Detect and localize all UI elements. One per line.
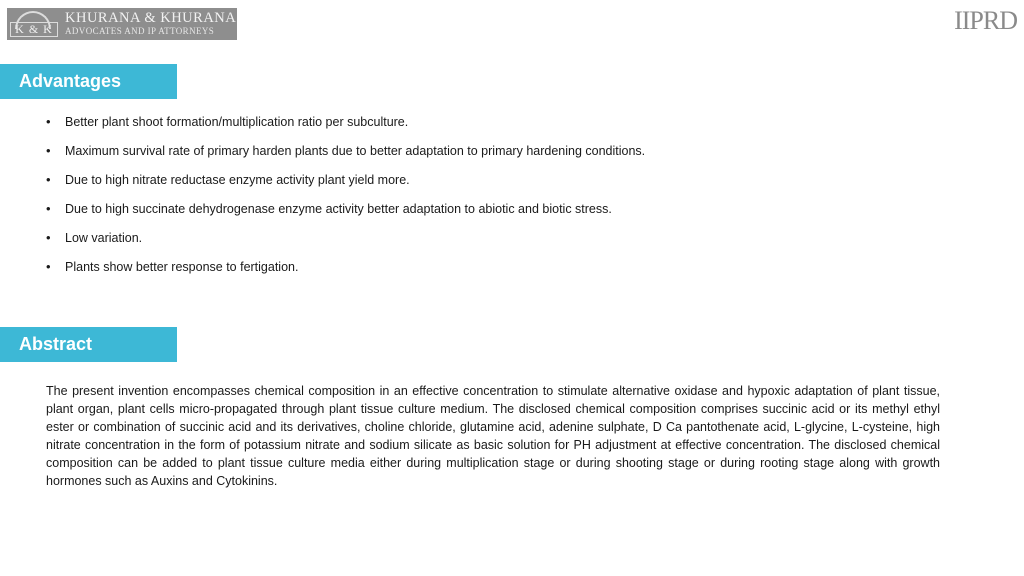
iiprd-logo: IIPRD <box>954 6 1017 35</box>
bullet-icon: • <box>46 143 51 158</box>
list-item: • Better plant shoot formation/multiplication ratio per subculture. <box>46 114 409 129</box>
list-item: • Plants show better response to fertigation. <box>46 259 299 274</box>
bullet-icon: • <box>46 172 51 187</box>
list-item: • Due to high nitrate reductase enzyme activity plant yield more. <box>46 172 410 187</box>
list-item: • Low variation. <box>46 230 143 245</box>
kk-logo-icon: K & K <box>9 9 59 39</box>
bullet-icon: • <box>46 114 51 129</box>
list-item: • Maximum survival rate of primary harden plants due to better adaptation to primary hardening conditions. <box>46 143 646 158</box>
advantages-heading: Advantages <box>0 64 177 99</box>
bullet-icon: • <box>46 259 51 274</box>
logo-firm-subtitle: ADVOCATES AND IP ATTORNEYS <box>65 26 215 36</box>
bullet-icon: • <box>46 201 51 216</box>
abstract-heading: Abstract <box>0 327 177 362</box>
bullet-icon: • <box>46 230 51 245</box>
advantages-list <box>44 114 944 288</box>
abstract-text: The present invention encompasses chemical composition in an effective concentration to stimulate alternative oxidase and hypoxic adaptation of plant tissue, plant organ, plant cells micro-propagated through plant tissue culture medium. The disclosed chemical composition comprises succinic acid or its methyl ethyl ester or combination of succinic acid and its derivatives, choline chloride, glutamine acid, adenine sulphate, D Ca pantothenate acid, L-glycine, L-cysteine, high nitrate concentration in the form of potassium nitrate and sodium silicate as basic solution for PH adjustment at effective concentration. The disclosed chemical composition can be added to plant tissue culture media either during multiplication stage or during shooting stage or during rooting stage along with growth hormones such as Auxins and Cytokinins. <box>46 384 940 488</box>
list-item: • Due to high succinate dehydrogenase enzyme activity better adaptation to abiotic and biotic stress. <box>46 201 612 216</box>
logo-firm-name: KHURANA & KHURANA <box>65 10 237 26</box>
khurana-logo <box>7 8 237 40</box>
